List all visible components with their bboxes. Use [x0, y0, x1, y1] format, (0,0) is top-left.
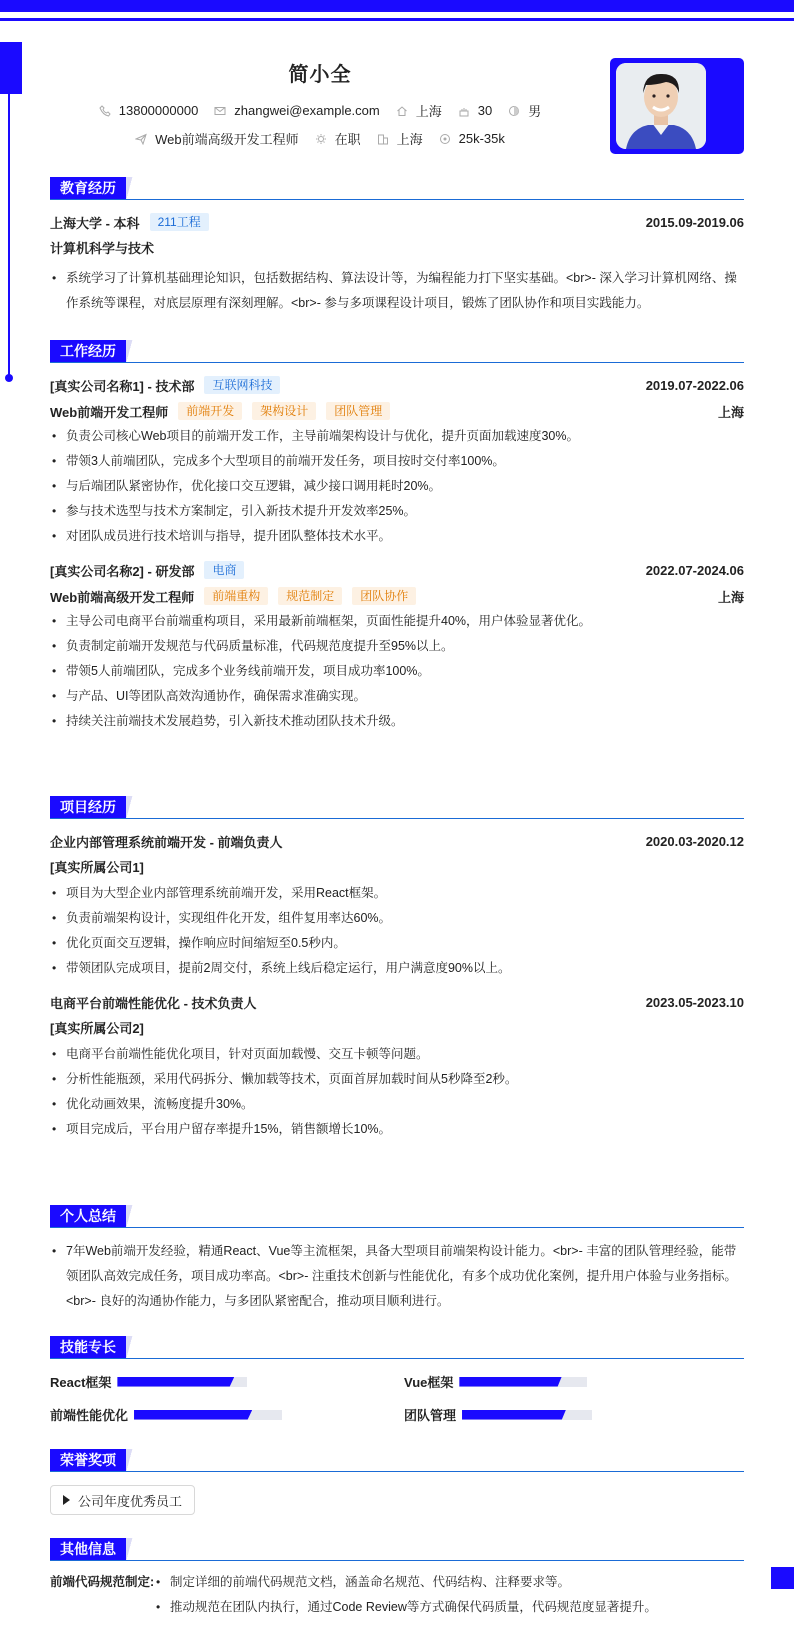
section-divider — [50, 1227, 744, 1228]
list-item: • 带领3人前端团队，完成多个大型项目的前端开发任务，项目按时交付率100%。 — [50, 449, 744, 474]
left-accent-tab — [0, 42, 22, 94]
skill-tag: 规范制定 — [278, 587, 342, 605]
list-item: • 负责前端架构设计，实现组件化开发，组件复用率达60%。 — [50, 906, 744, 931]
project-period: 2020.03-2020.12 — [645, 833, 744, 849]
education-major: 计算机科学与技术 — [50, 241, 155, 256]
section-header — [50, 177, 744, 201]
list-item: • 带领5人前端团队，完成多个业务线前端开发，项目成功率100%。 — [50, 659, 744, 684]
list-item: • 电商平台前端性能优化项目，针对页面加载慢、交互卡顿等问题。 — [50, 1042, 744, 1067]
gender-icon — [508, 105, 520, 117]
list-item: • 参与技术选型与技术方案制定，引入新技术提升开发效率25%。 — [50, 499, 744, 524]
resume-page — [50, 0, 744, 1614]
section-title: 项目经历 — [50, 796, 126, 818]
list-item: • 与产品、UI等团队高效沟通协作，确保需求准确实现。 — [50, 684, 744, 709]
job-row — [50, 561, 744, 579]
candidate-name: 简小全 — [288, 64, 352, 86]
skill-bar — [459, 1377, 587, 1387]
project-bullets — [50, 1042, 744, 1142]
skill-tag: 团队协作 — [352, 587, 416, 605]
school-name: 上海大学 - 本科 — [50, 215, 140, 231]
list-item: • 负责公司核心Web项目的前端开发工作，主导前端架构设计与优化，提升页面加载速度30%。 — [50, 424, 744, 449]
photo-frame — [610, 58, 744, 154]
section-title: 工作经历 — [50, 340, 126, 362]
phone-info: 13800000000 — [99, 103, 199, 118]
section-header — [50, 1336, 744, 1360]
list-item: • 对团队成员进行技术培训与指导，提升团队整体技术水平。 — [50, 524, 744, 549]
skill-tag: 前端开发 — [178, 402, 242, 420]
skill-bar-fill — [459, 1377, 561, 1387]
position-row — [50, 587, 744, 605]
section-title: 技能专长 — [50, 1336, 126, 1358]
list-item: • 主导公司电商平台前端重构项目，采用最新前端框架，页面性能提升40%，用户体验显著优化。 — [50, 609, 744, 634]
project-company: [真实所属公司2] — [50, 1021, 144, 1036]
education-period: 2015.09-2019.06 — [645, 214, 744, 230]
skill-bar — [117, 1377, 247, 1387]
gender-info: 男 — [508, 101, 541, 120]
list-item: • 优化动画效果，流畅度提升30%。 — [50, 1092, 744, 1117]
skill-bar — [462, 1410, 592, 1420]
skill-bar — [134, 1410, 282, 1420]
skill-bar-fill — [462, 1410, 566, 1420]
company-name: [真实公司名称2] - 研发部 — [50, 563, 195, 579]
work-section — [50, 340, 744, 734]
section-title: 其他信息 — [50, 1538, 126, 1560]
list-item: • 项目完成后，平台用户留存率提升15%，销售额增长10%。 — [50, 1117, 744, 1142]
skill-item — [404, 1405, 592, 1424]
section-divider — [50, 818, 744, 819]
skill-tag: 团队管理 — [326, 402, 390, 420]
company-name: [真实公司名称1] - 技术部 — [50, 378, 195, 394]
section-title: 教育经历 — [50, 177, 126, 199]
job-target-info: Web前端高级开发工程师 — [135, 129, 299, 148]
skill-tag: 架构设计 — [252, 402, 316, 420]
skill-tag: 前端重构 — [204, 587, 268, 605]
section-header — [50, 796, 744, 820]
project-name: 电商平台前端性能优化 - 技术负责人 — [50, 995, 257, 1011]
position-title: Web前端开发工程师 — [50, 404, 169, 420]
job-period: 2019.07-2022.06 — [645, 377, 744, 393]
education-section — [50, 177, 744, 316]
job-intent-row — [50, 129, 590, 148]
project-bullets — [50, 881, 744, 981]
list-item: • 与后端团队紧密协作，优化接口交互逻辑，减少接口调用耗时20%。 — [50, 474, 744, 499]
age-icon — [458, 105, 470, 117]
status-icon — [315, 133, 327, 145]
phone-icon — [99, 105, 111, 117]
section-divider — [50, 199, 744, 200]
school-tag: 211工程 — [150, 213, 209, 231]
avatar — [616, 63, 706, 149]
list-item: • 项目为大型企业内部管理系统前端开发，采用React框架。 — [50, 881, 744, 906]
project-period: 2023.05-2023.10 — [645, 994, 744, 1010]
left-timeline-rule — [8, 94, 10, 378]
other-info-label: 前端代码规范制定: — [50, 1575, 155, 1589]
triangle-right-icon — [63, 1495, 70, 1505]
list-item: • 带领团队完成项目，提前2周交付，系统上线后稳定运行，用户满意度90%以上。 — [50, 956, 744, 981]
skills-grid — [50, 1372, 744, 1432]
section-divider — [50, 1471, 744, 1472]
target-city-info: 上海 — [377, 129, 423, 148]
list-item: • 系统学习了计算机基础理论知识，包括数据结构、算法设计等，为编程能力打下坚实基础。<br>- 深入学习计算机网络、操作系统等课程，对底层原理有深刻理解。<br>- 参与多项课程设计项目，锻炼了团队协作和项目实践能力。 — [50, 266, 744, 316]
skill-item — [50, 1405, 282, 1424]
position-title: Web前端高级开发工程师 — [50, 589, 195, 605]
skill-item — [50, 1372, 247, 1391]
skill-bar-fill — [117, 1377, 234, 1387]
list-item: • 持续关注前端技术发展趋势，引入新技术推动团队技术升级。 — [50, 709, 744, 734]
section-divider — [50, 1358, 744, 1359]
skill-name: 团队管理 — [404, 1408, 457, 1423]
section-header — [50, 1205, 744, 1229]
building-icon — [377, 133, 389, 145]
skills-section — [50, 1336, 744, 1432]
list-item: • 制定详细的前端代码规范文档，涵盖命名规范、代码结构、注释要求等。 — [154, 1570, 657, 1595]
project-name: 企业内部管理系统前端开发 - 前端负责人 — [50, 834, 283, 850]
list-item: • 推动规范在团队内执行，通过Code Review等方式确保代码质量，代码规范度显著提升。 — [154, 1595, 657, 1620]
summary-text — [50, 1239, 744, 1314]
left-timeline-dot — [5, 374, 13, 382]
job-bullets — [50, 609, 744, 734]
project-company: [真实所属公司1] — [50, 860, 144, 875]
job-city: 上海 — [717, 589, 744, 605]
job-row — [50, 376, 744, 394]
list-item: • 7年Web前端开发经验，精通React、Vue等主流框架，具备大型项目前端架构设计能力。<br>- 丰富的团队管理经验，能带领团队高效完成任务，项目成功率高。<br>- 注重技术创新与性能优化，有多个成功优化案例，提升用户体验与业务指标。<br>- 良好的沟通协作能力，与多团队紧密配合，推动项目顺利进行。 — [50, 1239, 744, 1314]
job-bullets — [50, 424, 744, 549]
job-period: 2022.07-2024.06 — [645, 562, 744, 578]
other-info-row — [50, 1570, 744, 1620]
honors-section — [50, 1449, 744, 1515]
other-section — [50, 1538, 744, 1620]
other-info-bullets — [154, 1570, 657, 1620]
award-name: 公司年度优秀员工 — [78, 1493, 183, 1509]
salary-icon — [439, 133, 451, 145]
contact-row — [50, 101, 590, 120]
location-info: 上海 — [396, 101, 442, 120]
salary-info: 25k-35k — [439, 131, 505, 146]
section-header — [50, 340, 744, 364]
section-header — [50, 1538, 744, 1562]
project-section — [50, 796, 744, 1142]
right-accent-block — [771, 1567, 794, 1589]
list-item: • 优化页面交互逻辑，操作响应时间缩短至0.5秒内。 — [50, 931, 744, 956]
skill-item — [404, 1372, 587, 1391]
industry-tag: 互联网科技 — [204, 376, 280, 394]
skill-name: 前端性能优化 — [50, 1408, 129, 1423]
age-info: 30 — [458, 103, 492, 118]
list-item: • 负责制定前端开发规范与代码质量标准，代码规范度提升至95%以上。 — [50, 634, 744, 659]
status-info: 在职 — [315, 129, 361, 148]
job-city: 上海 — [717, 404, 744, 420]
skill-bar-fill — [134, 1410, 252, 1420]
position-row — [50, 402, 744, 420]
project-row — [50, 993, 744, 1011]
send-icon — [135, 133, 147, 145]
section-divider — [50, 362, 744, 363]
education-description — [50, 266, 744, 316]
skill-name: Vue框架 — [404, 1375, 454, 1390]
award-badge — [50, 1485, 195, 1515]
home-icon — [396, 105, 408, 117]
section-title: 荣誉奖项 — [50, 1449, 126, 1471]
profile-header — [50, 0, 744, 172]
project-row — [50, 832, 744, 850]
education-row — [50, 213, 744, 231]
section-header — [50, 1449, 744, 1473]
email-info: zhangwei@example.com — [214, 103, 379, 118]
summary-section — [50, 1205, 744, 1314]
mail-icon — [214, 105, 226, 117]
skill-name: React框架 — [50, 1375, 112, 1390]
list-item: • 分析性能瓶颈，采用代码拆分、懒加载等技术，页面首屏加载时间从5秒降至2秒。 — [50, 1067, 744, 1092]
industry-tag: 电商 — [204, 561, 244, 579]
section-title: 个人总结 — [50, 1205, 126, 1227]
section-divider — [50, 1560, 744, 1561]
